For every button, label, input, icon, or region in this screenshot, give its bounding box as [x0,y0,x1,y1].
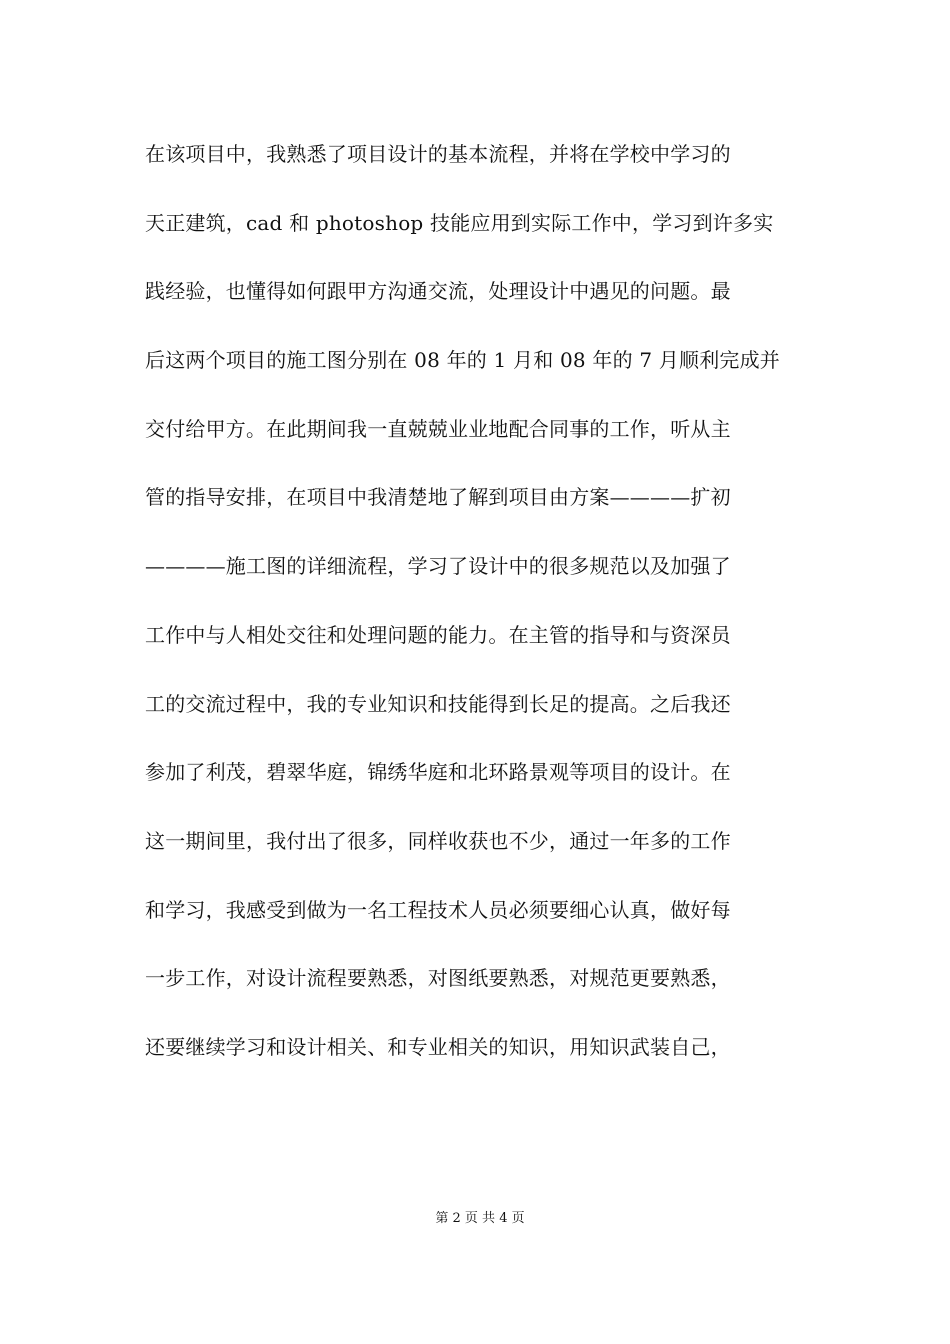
text-line: 参加了利茂，碧翠华庭，锦绣华庭和北环路景观等项目的设计。在 [145,760,731,785]
text-line: 在该项目中，我熟悉了项目设计的基本流程，并将在学校中学习的 [145,142,731,166]
text-line: 一步工作，对设计流程要熟悉，对图纸要熟悉，对规范更要熟悉， [145,966,731,991]
text-line: 后这两个项目的施工图分别在 08 年的 1 月和 08 年的 7 月顺利完成并 [145,348,781,373]
body-paragraph [145,133,815,1095]
text-line: ————施工图的详细流程，学习了设计中的很多规范以及加强了 [145,554,731,579]
text-line: 工的交流过程中，我的专业知识和技能得到长足的提高。之后我还 [145,691,731,716]
page-number-footer: 第 2 页 共 4 页 [435,1211,525,1226]
text-line: 和学习，我感受到做为一名工程技术人员必须要细心认真，做好每 [145,897,731,922]
text-line: 工作中与人相处交往和处理问题的能力。在主管的指导和与资深员 [145,622,731,647]
text-line: 这一期间里，我付出了很多，同样收获也不少，通过一年多的工作 [145,828,731,853]
text-line: 交付给甲方。在此期间我一直兢兢业业地配合同事的工作，听从主 [145,416,731,441]
text-line: 践经验，也懂得如何跟甲方沟通交流，处理设计中遇见的问题。最 [145,279,731,304]
text-line: 管的指导安排，在项目中我清楚地了解到项目由方案————扩初 [145,485,731,510]
text-line: 天正建筑，cad 和 photoshop 技能应用到实际工作中，学习到许多实 [145,210,774,235]
text-line: 还要继续学习和设计相关、和专业相关的知识，用知识武装自己， [145,1034,731,1059]
